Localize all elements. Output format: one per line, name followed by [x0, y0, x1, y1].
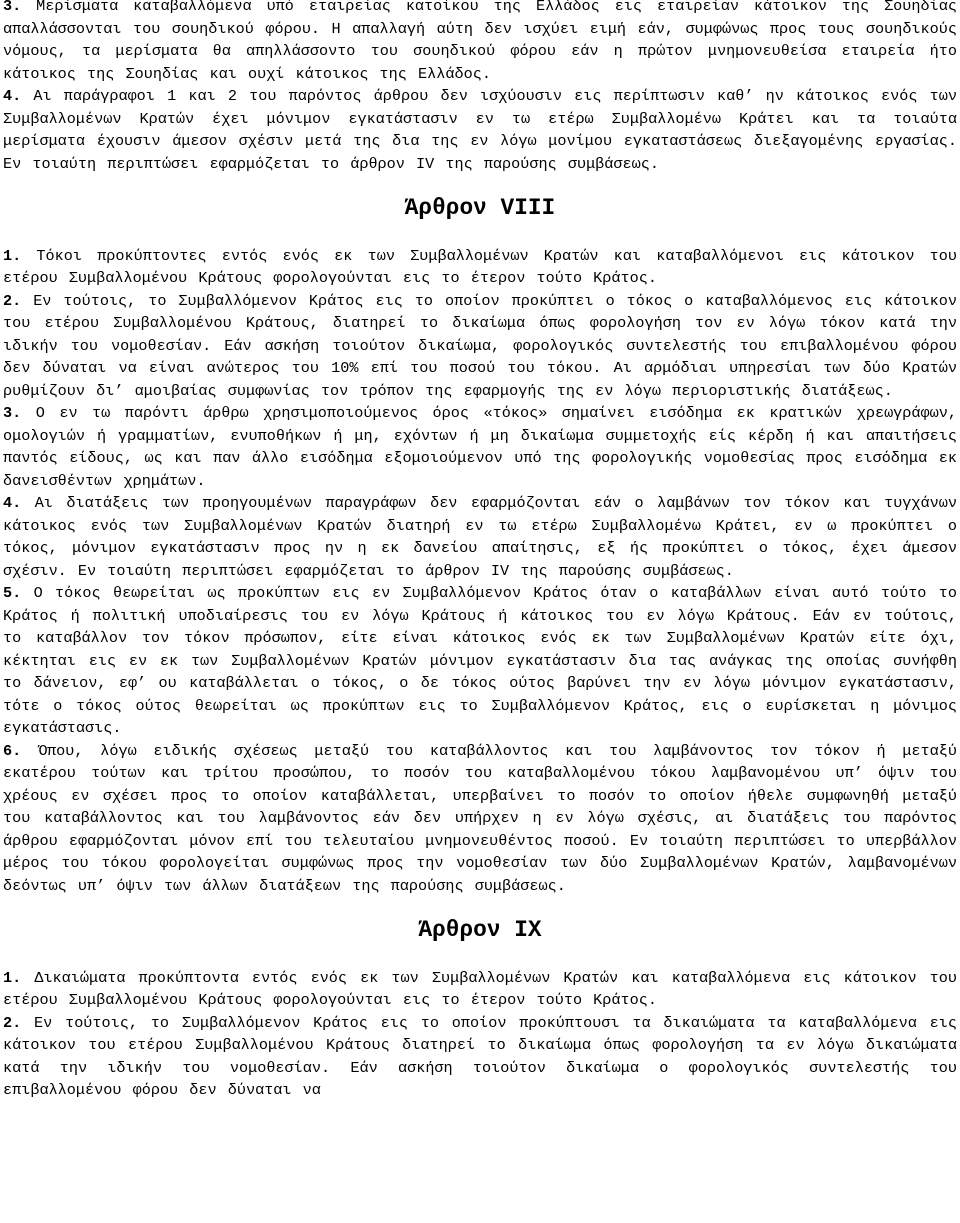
spacer — [3, 897, 957, 919]
document-page — [3, 0, 957, 1102]
paragraph-text: Ο τόκος θεωρείται ως προκύπτων εις εν Συμβαλλόμενον Κράτος όταν ο καταβάλλων είναι αυτό τούτο το Κράτος ή πολιτική υποδιαίρεσις του εν λόγω Κράτους ή κάτοικος του εν λόγω Κράτους. Εάν εν τούτοις, το καταβάλλον τον τόκον πρόσωπον, είτε είναι κάτοικος ενός εκ των Συμβαλλομένων Κρατών είτε όχι, κέκτηται εις εν εκ των Συμβαλλομένων Κρατών μόνιμον εγκατάστασιν δια τας ανάγκας της οποίας συνήφθη το δάνειον, εφ’ ου καταβάλλεται ο τόκος, ο δε τόκος ούτος βαρύνει την εν λόγω μόνιμον εγκατάστασιν, τότε ο τόκος ούτος θεωρείται ως προκύπτων εις το Συμβαλλόμενον Κράτος, εις ο ευρίσκεται η μόνιμος εγκατάστασις. — [3, 584, 957, 737]
paragraph-text: Αι παράγραφοι 1 και 2 του παρόντος άρθρου δεν ισχύουσιν εις περίπτωσιν καθ’ ην κάτοικος ενός των Συμβαλλομένων Κρατών έχει μόνιμον εγκατάστασιν εν τω ετέρω Συμβαλλομένω Κράτει και τα τοιαύτα μερίσματα έχουσιν άμεσον σχέσιν μετά της δια της εν λόγω μονίμου εγκαταστάσεως διεξαγομένης εργασίας. Εν τοιαύτη περιπτώσει εφαρμόζεται το άρθρον IV της παρούσης συμβάσεως. — [3, 87, 957, 173]
paragraph-text: Εν τούτοις, το Συμβαλλόμενον Κράτος εις το οποίον προκύπτει ο τόκος ο καταβαλλόμενος εις κάτοικον του ετέρου Συμβαλλομένου Κράτους, διατηρεί το δικαίωμα όπως φορολογήση τον εν λόγω τόκον κατά την ιδικήν του νομοθεσίαν. Εάν ασκήση τοιούτον δικαίωμα, φορολογικός συντελεστής του επιβαλλομένου φόρου δεν δύναται να είναι ανώτερος του 10% επί του ποσού του τόκου. Αι αρμόδιαι υπηρεσίαι των δύο Κρατών ρυθμίζουν δι’ αμοιβαίας συμφωνίας τον τρόπον της εφαρμογής της εν λόγω περιοριστικής διατάξεως. — [3, 291, 957, 400]
paragraph-art7-4 — [3, 85, 957, 175]
paragraph-art8-4 — [3, 492, 957, 582]
article-heading-ix: Άρθρον IX — [418, 917, 542, 943]
paragraph-text: Αι διατάξεις των προηγουμένων παραγράφων δεν εφαρμόζονται εάν ο λαμβάνων τον τόκον και τυγχάνων κάτοικος ενός των Συμβαλλομένων Κρατών διατηρή εν τω ετέρω Συμβαλλομένω Κράτει, εν ω προκύπτει ο τόκος, μόνιμον εγκατάστασιν προς ην η εκ δανείου απαίτησις, εξ ής προκύπτει ο τόκος, έχει άμεσον σχέσιν. Εν τοιαύτη περιπτώσει εφαρμόζεται το άρθρον IV της παρούσης συμβάσεως. — [3, 494, 957, 580]
paragraph-art7-3 — [3, 0, 957, 85]
paragraph-art8-3 — [3, 402, 957, 492]
paragraph-text: Μερίσματα καταβαλλόμενα υπό εταιρείας κατοίκου της Ελλάδος εις εταιρείαν κάτοικον της Σουηδίας απαλλάσσονται του σουηδικού φόρου. Η απαλλαγή αύτη δεν ισχύει ειμή εάν, συμφώνως προς τους σουηδικούς νόμους, τα μερίσματα θα απηλλάσσοντο του σουηδικού φόρου εάν η πρώτον μνημονευθείσα εταιρεία ήτο κάτοικος της Σουηδίας και ουχί κάτοικος της Ελλάδος. — [3, 0, 957, 83]
paragraph-number: 1. — [3, 968, 22, 987]
paragraph-text: Δικαιώματα προκύπτοντα εντός ενός εκ των Συμβαλλομένων Κρατών και καταβαλλόμενα εις κάτοικον του ετέρου Συμβαλλομένου Κράτους φορολογούνται εις το έτερον τούτο Κράτος. — [3, 968, 957, 1009]
paragraph-art8-6 — [3, 740, 957, 898]
paragraph-number: 4. — [3, 494, 22, 512]
paragraph-text: Όπου, λόγω ειδικής σχέσεως μεταξύ του καταβάλλοντος και του λαμβάνοντος τον τόκον ή μεταξύ εκατέρου τούτων και τρίτου προσώπου, το ποσόν του καταβαλλομένου τόκου λαμβανομένου υπ’ όψιν του χρέους εν σχέσει προς το οποίον καταβάλλεται, υπερβαίνει το ποσόν το οποίον ήθελε συμφωνηθή μεταξύ του καταβάλλοντος και του λαμβάνοντος εάν δεν υπήρχεν η εν λόγω σχέσις, αι διατάξεις του παρόντος άρθρου εφαρμόζονται μόνον επί του τελευταίου μνημονευθέντος ποσού. Εν τοιαύτη περιπτώσει το υπερβάλλον μέρος του τόκου φορολογείται συμφώνως προς την νομοθεσίαν των δύο Συμβαλλομένων Κρατών, λαμβανομένων δεόντως υπ’ όψιν των άλλων διατάξεων της παρούσης συμβάσεως. — [3, 741, 957, 895]
paragraph-text: Εν τούτοις, το Συμβαλλόμενον Κράτος εις το οποίον προκύπτουσι τα δικαιώματα τα καταβαλλόμενα εις κάτοικον του ετέρου Συμβαλλομένου Κράτους διατηρεί το δικαίωμα όπως φορολογήση τα εν λόγω δικαιώματα κατά την ιδικήν του νομοθεσίαν. Εάν ασκήση τοιούτον δικαίωμα ο φορολογικός συντελεστής του επιβαλλομένου φόρου δεν δύναται να — [3, 1013, 957, 1099]
spacer — [3, 175, 957, 197]
spacer — [3, 220, 957, 245]
paragraph-number: 6. — [3, 741, 22, 760]
paragraph-number: 2. — [3, 291, 22, 310]
paragraph-text: Τόκοι προκύπτοντες εντός ενός εκ των Συμβαλλομένων Κρατών και καταβαλλόμενοι εις κάτοικον του ετέρου Συμβαλλομένου Κράτους φορολογούνται εις το έτερον τούτο Κράτος. — [3, 246, 957, 287]
paragraph-number: 5. — [3, 584, 22, 602]
paragraph-art8-5 — [3, 582, 957, 740]
paragraph-number: 3. — [3, 0, 22, 15]
paragraph-art8-1 — [3, 245, 957, 290]
spacer — [3, 942, 957, 967]
article-heading-viii: Άρθρον VIII — [404, 195, 556, 221]
paragraph-art9-1 — [3, 967, 957, 1012]
paragraph-art8-2 — [3, 290, 957, 403]
paragraph-text: Ο εν τω παρόντι άρθρω χρησιμοποιούμενος όρος «τόκος» σημαίνει εισόδημα εκ κρατικών χρεωγράφων, ομολογιών ή γραμματίων, ενυποθήκων ή μη, εχόντων ή μη δικαίωμα συμμετοχής είς κέρδη ή και απαιτήσεις παντός είδους, ως και παν άλλο εισόδημα εξομοιούμενον υπό της φορολογικής νομοθεσίας προς εισόδημα εκ δανεισθέντων χρημάτων. — [3, 404, 957, 490]
paragraph-number: 2. — [3, 1013, 22, 1032]
paragraph-number: 4. — [3, 87, 22, 105]
paragraph-art9-2 — [3, 1012, 957, 1102]
paragraph-number: 3. — [3, 404, 22, 422]
paragraph-number: 1. — [3, 246, 22, 265]
